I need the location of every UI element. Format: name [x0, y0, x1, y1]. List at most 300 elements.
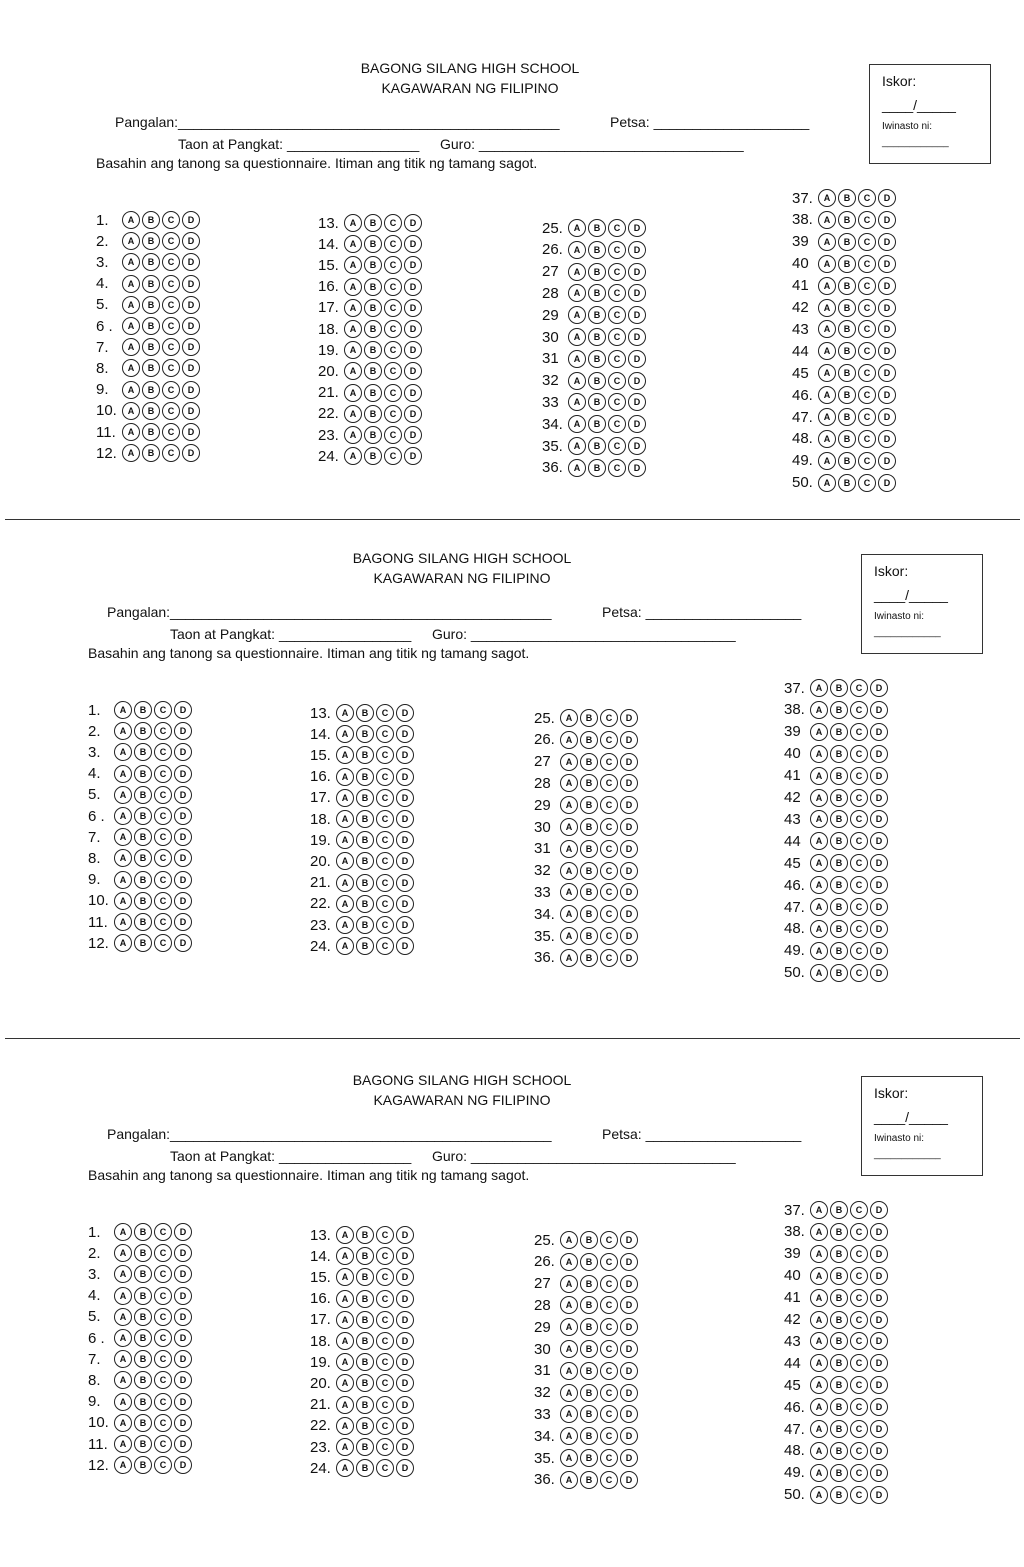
answer-bubble-b[interactable]: B	[830, 920, 848, 938]
answer-bubble-c[interactable]: C	[376, 1459, 394, 1477]
answer-bubble-c[interactable]: C	[376, 1374, 394, 1392]
answer-bubble-d[interactable]: D	[396, 1353, 414, 1371]
answer-bubble-b[interactable]: B	[364, 299, 382, 317]
answer-bubble-c[interactable]: C	[850, 1332, 868, 1350]
answer-bubble-a[interactable]: A	[810, 942, 828, 960]
answer-bubble-a[interactable]: A	[810, 1245, 828, 1263]
answer-bubble-a[interactable]: A	[560, 709, 578, 727]
answer-bubble-d[interactable]: D	[620, 1275, 638, 1293]
answer-bubble-d[interactable]: D	[878, 320, 896, 338]
answer-bubble-d[interactable]: D	[620, 1253, 638, 1271]
answer-bubble-c[interactable]: C	[600, 709, 618, 727]
answer-bubble-b[interactable]: B	[364, 405, 382, 423]
answer-bubble-a[interactable]: A	[560, 862, 578, 880]
answer-bubble-d[interactable]: D	[628, 415, 646, 433]
answer-bubble-c[interactable]: C	[376, 937, 394, 955]
answer-bubble-d[interactable]: D	[628, 306, 646, 324]
answer-bubble-c[interactable]: C	[600, 1253, 618, 1271]
answer-bubble-d[interactable]: D	[396, 1226, 414, 1244]
answer-bubble-d[interactable]: D	[870, 898, 888, 916]
answer-bubble-a[interactable]: A	[336, 725, 354, 743]
answer-bubble-d[interactable]: D	[878, 452, 896, 470]
answer-bubble-d[interactable]: D	[870, 1201, 888, 1219]
answer-bubble-d[interactable]: D	[174, 1393, 192, 1411]
answer-bubble-b[interactable]: B	[356, 746, 374, 764]
answer-bubble-a[interactable]: A	[336, 852, 354, 870]
answer-bubble-a[interactable]: A	[568, 328, 586, 346]
answer-bubble-c[interactable]: C	[608, 437, 626, 455]
answer-bubble-c[interactable]: C	[600, 1427, 618, 1445]
answer-bubble-b[interactable]: B	[838, 430, 856, 448]
answer-bubble-b[interactable]: B	[364, 426, 382, 444]
answer-bubble-b[interactable]: B	[838, 474, 856, 492]
answer-bubble-b[interactable]: B	[356, 1311, 374, 1329]
answer-bubble-a[interactable]: A	[122, 253, 140, 271]
answer-bubble-b[interactable]: B	[830, 832, 848, 850]
answer-bubble-a[interactable]: A	[560, 1296, 578, 1314]
answer-bubble-b[interactable]: B	[830, 876, 848, 894]
answer-bubble-b[interactable]: B	[142, 253, 160, 271]
answer-bubble-a[interactable]: A	[568, 241, 586, 259]
answer-bubble-a[interactable]: A	[810, 1464, 828, 1482]
answer-bubble-a[interactable]: A	[810, 1420, 828, 1438]
answer-bubble-c[interactable]: C	[376, 852, 394, 870]
answer-bubble-c[interactable]: C	[850, 1398, 868, 1416]
answer-bubble-a[interactable]: A	[114, 1244, 132, 1262]
answer-bubble-a[interactable]: A	[344, 256, 362, 274]
answer-bubble-d[interactable]: D	[620, 796, 638, 814]
answer-bubble-a[interactable]: A	[818, 233, 836, 251]
answer-bubble-b[interactable]: B	[830, 1332, 848, 1350]
answer-bubble-a[interactable]: A	[344, 235, 362, 253]
answer-bubble-b[interactable]: B	[830, 701, 848, 719]
answer-bubble-a[interactable]: A	[560, 731, 578, 749]
answer-bubble-c[interactable]: C	[162, 296, 180, 314]
answer-bubble-d[interactable]: D	[628, 328, 646, 346]
answer-bubble-d[interactable]: D	[182, 338, 200, 356]
answer-bubble-a[interactable]: A	[810, 679, 828, 697]
answer-bubble-d[interactable]: D	[174, 743, 192, 761]
score-fraction[interactable]: ____/_____	[882, 97, 956, 113]
answer-bubble-b[interactable]: B	[134, 1414, 152, 1432]
answer-bubble-b[interactable]: B	[580, 753, 598, 771]
answer-bubble-d[interactable]: D	[620, 905, 638, 923]
answer-bubble-c[interactable]: C	[858, 255, 876, 273]
answer-bubble-d[interactable]: D	[396, 874, 414, 892]
answer-bubble-b[interactable]: B	[356, 1247, 374, 1265]
answer-bubble-d[interactable]: D	[396, 1290, 414, 1308]
answer-bubble-d[interactable]: D	[404, 341, 422, 359]
answer-bubble-a[interactable]: A	[336, 916, 354, 934]
answer-bubble-a[interactable]: A	[810, 789, 828, 807]
answer-bubble-c[interactable]: C	[600, 774, 618, 792]
answer-bubble-b[interactable]: B	[580, 840, 598, 858]
answer-bubble-a[interactable]: A	[568, 415, 586, 433]
answer-bubble-c[interactable]: C	[850, 876, 868, 894]
answer-bubble-c[interactable]: C	[858, 474, 876, 492]
answer-bubble-b[interactable]: B	[364, 256, 382, 274]
answer-bubble-d[interactable]: D	[620, 1231, 638, 1249]
answer-bubble-b[interactable]: B	[580, 796, 598, 814]
answer-bubble-b[interactable]: B	[134, 1350, 152, 1368]
answer-bubble-d[interactable]: D	[396, 937, 414, 955]
score-fraction[interactable]: ____/_____	[874, 1109, 948, 1125]
answer-bubble-c[interactable]: C	[154, 1308, 172, 1326]
answer-bubble-c[interactable]: C	[154, 1414, 172, 1432]
answer-bubble-b[interactable]: B	[134, 807, 152, 825]
answer-bubble-c[interactable]: C	[608, 350, 626, 368]
answer-bubble-a[interactable]: A	[336, 1332, 354, 1350]
answer-bubble-a[interactable]: A	[336, 895, 354, 913]
answer-bubble-b[interactable]: B	[588, 328, 606, 346]
answer-bubble-c[interactable]: C	[600, 949, 618, 967]
answer-bubble-d[interactable]: D	[878, 364, 896, 382]
answer-bubble-d[interactable]: D	[628, 350, 646, 368]
answer-bubble-a[interactable]: A	[818, 211, 836, 229]
answer-bubble-c[interactable]: C	[376, 789, 394, 807]
answer-bubble-d[interactable]: D	[396, 768, 414, 786]
answer-bubble-b[interactable]: B	[142, 402, 160, 420]
answer-bubble-c[interactable]: C	[850, 1289, 868, 1307]
answer-bubble-b[interactable]: B	[588, 459, 606, 477]
answer-bubble-d[interactable]: D	[404, 320, 422, 338]
answer-bubble-d[interactable]: D	[182, 423, 200, 441]
answer-bubble-b[interactable]: B	[580, 1253, 598, 1271]
answer-bubble-d[interactable]: D	[396, 1438, 414, 1456]
answer-bubble-c[interactable]: C	[600, 818, 618, 836]
answer-bubble-c[interactable]: C	[384, 256, 402, 274]
checked-by-line[interactable]: ____________	[882, 137, 949, 148]
answer-bubble-c[interactable]: C	[384, 299, 402, 317]
answer-bubble-c[interactable]: C	[608, 459, 626, 477]
answer-bubble-d[interactable]: D	[878, 386, 896, 404]
answer-bubble-a[interactable]: A	[114, 828, 132, 846]
answer-bubble-a[interactable]: A	[810, 854, 828, 872]
answer-bubble-a[interactable]: A	[344, 214, 362, 232]
answer-bubble-c[interactable]: C	[384, 447, 402, 465]
answer-bubble-b[interactable]: B	[356, 704, 374, 722]
answer-bubble-d[interactable]: D	[620, 1405, 638, 1423]
answer-bubble-c[interactable]: C	[850, 1223, 868, 1241]
answer-bubble-b[interactable]: B	[830, 723, 848, 741]
answer-bubble-c[interactable]: C	[154, 1287, 172, 1305]
answer-bubble-c[interactable]: C	[154, 701, 172, 719]
answer-bubble-d[interactable]: D	[396, 789, 414, 807]
answer-bubble-c[interactable]: C	[850, 1442, 868, 1460]
name-field[interactable]: Pangalan:_________________________________________________	[107, 604, 552, 620]
answer-bubble-b[interactable]: B	[580, 709, 598, 727]
answer-bubble-a[interactable]: A	[560, 1231, 578, 1249]
answer-bubble-b[interactable]: B	[356, 831, 374, 849]
answer-bubble-c[interactable]: C	[858, 277, 876, 295]
answer-bubble-d[interactable]: D	[878, 277, 896, 295]
answer-bubble-c[interactable]: C	[376, 1226, 394, 1244]
answer-bubble-c[interactable]: C	[600, 731, 618, 749]
answer-bubble-a[interactable]: A	[336, 1226, 354, 1244]
answer-bubble-a[interactable]: A	[122, 275, 140, 293]
answer-bubble-a[interactable]: A	[336, 1290, 354, 1308]
answer-bubble-b[interactable]: B	[356, 874, 374, 892]
answer-bubble-a[interactable]: A	[810, 832, 828, 850]
answer-bubble-a[interactable]: A	[560, 1384, 578, 1402]
answer-bubble-a[interactable]: A	[122, 338, 140, 356]
answer-bubble-a[interactable]: A	[114, 786, 132, 804]
answer-bubble-d[interactable]: D	[404, 299, 422, 317]
answer-bubble-d[interactable]: D	[628, 284, 646, 302]
answer-bubble-a[interactable]: A	[114, 1308, 132, 1326]
answer-bubble-b[interactable]: B	[134, 1265, 152, 1283]
answer-bubble-d[interactable]: D	[870, 1442, 888, 1460]
answer-bubble-c[interactable]: C	[154, 1265, 172, 1283]
answer-bubble-c[interactable]: C	[154, 1350, 172, 1368]
answer-bubble-a[interactable]: A	[122, 296, 140, 314]
answer-bubble-d[interactable]: D	[870, 810, 888, 828]
answer-bubble-c[interactable]: C	[858, 452, 876, 470]
answer-bubble-d[interactable]: D	[870, 1354, 888, 1372]
answer-bubble-b[interactable]: B	[356, 725, 374, 743]
answer-bubble-b[interactable]: B	[830, 679, 848, 697]
answer-bubble-c[interactable]: C	[162, 444, 180, 462]
answer-bubble-a[interactable]: A	[336, 768, 354, 786]
answer-bubble-d[interactable]: D	[174, 1265, 192, 1283]
answer-bubble-c[interactable]: C	[600, 1471, 618, 1489]
answer-bubble-c[interactable]: C	[154, 892, 172, 910]
answer-bubble-d[interactable]: D	[174, 871, 192, 889]
answer-bubble-a[interactable]: A	[568, 459, 586, 477]
answer-bubble-a[interactable]: A	[336, 1311, 354, 1329]
answer-bubble-b[interactable]: B	[134, 1329, 152, 1347]
answer-bubble-b[interactable]: B	[356, 1226, 374, 1244]
answer-bubble-b[interactable]: B	[134, 913, 152, 931]
answer-bubble-d[interactable]: D	[174, 828, 192, 846]
answer-bubble-c[interactable]: C	[162, 275, 180, 293]
answer-bubble-a[interactable]: A	[122, 359, 140, 377]
answer-bubble-d[interactable]: D	[620, 731, 638, 749]
answer-bubble-d[interactable]: D	[620, 949, 638, 967]
answer-bubble-c[interactable]: C	[162, 232, 180, 250]
answer-bubble-b[interactable]: B	[830, 1486, 848, 1504]
answer-bubble-b[interactable]: B	[356, 789, 374, 807]
answer-bubble-a[interactable]: A	[122, 317, 140, 335]
answer-bubble-a[interactable]: A	[560, 1253, 578, 1271]
answer-bubble-c[interactable]: C	[858, 299, 876, 317]
answer-bubble-c[interactable]: C	[850, 1311, 868, 1329]
answer-bubble-b[interactable]: B	[830, 942, 848, 960]
answer-bubble-a[interactable]: A	[344, 341, 362, 359]
answer-bubble-a[interactable]: A	[810, 1332, 828, 1350]
answer-bubble-a[interactable]: A	[344, 320, 362, 338]
teacher-field[interactable]: Guro: __________________________________	[432, 626, 736, 642]
answer-bubble-b[interactable]: B	[830, 1398, 848, 1416]
answer-bubble-a[interactable]: A	[344, 278, 362, 296]
answer-bubble-a[interactable]: A	[818, 386, 836, 404]
answer-bubble-c[interactable]: C	[600, 862, 618, 880]
answer-bubble-b[interactable]: B	[580, 1427, 598, 1445]
answer-bubble-a[interactable]: A	[818, 364, 836, 382]
answer-bubble-b[interactable]: B	[838, 320, 856, 338]
answer-bubble-a[interactable]: A	[560, 1427, 578, 1445]
answer-bubble-d[interactable]: D	[174, 1223, 192, 1241]
answer-bubble-a[interactable]: A	[568, 350, 586, 368]
answer-bubble-d[interactable]: D	[174, 934, 192, 952]
answer-bubble-b[interactable]: B	[580, 1449, 598, 1467]
answer-bubble-d[interactable]: D	[870, 1398, 888, 1416]
answer-bubble-c[interactable]: C	[376, 704, 394, 722]
answer-bubble-d[interactable]: D	[182, 253, 200, 271]
answer-bubble-a[interactable]: A	[336, 1459, 354, 1477]
answer-bubble-b[interactable]: B	[134, 1287, 152, 1305]
answer-bubble-a[interactable]: A	[568, 372, 586, 390]
answer-bubble-a[interactable]: A	[122, 444, 140, 462]
answer-bubble-a[interactable]: A	[114, 701, 132, 719]
answer-bubble-a[interactable]: A	[336, 704, 354, 722]
answer-bubble-c[interactable]: C	[384, 341, 402, 359]
answer-bubble-b[interactable]: B	[356, 895, 374, 913]
date-field[interactable]: Petsa: ____________________	[602, 604, 802, 620]
answer-bubble-d[interactable]: D	[174, 849, 192, 867]
answer-bubble-a[interactable]: A	[336, 1417, 354, 1435]
answer-bubble-c[interactable]: C	[376, 768, 394, 786]
answer-bubble-a[interactable]: A	[560, 1405, 578, 1423]
answer-bubble-d[interactable]: D	[396, 725, 414, 743]
answer-bubble-b[interactable]: B	[838, 189, 856, 207]
answer-bubble-b[interactable]: B	[134, 1456, 152, 1474]
answer-bubble-c[interactable]: C	[154, 786, 172, 804]
answer-bubble-c[interactable]: C	[154, 1244, 172, 1262]
answer-bubble-b[interactable]: B	[838, 408, 856, 426]
answer-bubble-d[interactable]: D	[628, 372, 646, 390]
answer-bubble-d[interactable]: D	[870, 1311, 888, 1329]
answer-bubble-c[interactable]: C	[600, 927, 618, 945]
answer-bubble-a[interactable]: A	[122, 423, 140, 441]
answer-bubble-a[interactable]: A	[810, 701, 828, 719]
answer-bubble-a[interactable]: A	[114, 1414, 132, 1432]
answer-bubble-a[interactable]: A	[336, 746, 354, 764]
answer-bubble-c[interactable]: C	[600, 796, 618, 814]
answer-bubble-c[interactable]: C	[850, 1245, 868, 1263]
answer-bubble-d[interactable]: D	[878, 342, 896, 360]
answer-bubble-b[interactable]: B	[830, 1376, 848, 1394]
answer-bubble-d[interactable]: D	[620, 927, 638, 945]
answer-bubble-b[interactable]: B	[830, 964, 848, 982]
answer-bubble-c[interactable]: C	[384, 214, 402, 232]
name-field[interactable]: Pangalan:_________________________________________________	[115, 114, 560, 130]
answer-bubble-a[interactable]: A	[114, 934, 132, 952]
answer-bubble-b[interactable]: B	[588, 437, 606, 455]
answer-bubble-b[interactable]: B	[134, 722, 152, 740]
answer-bubble-c[interactable]: C	[384, 320, 402, 338]
answer-bubble-b[interactable]: B	[134, 849, 152, 867]
answer-bubble-b[interactable]: B	[580, 731, 598, 749]
answer-bubble-a[interactable]: A	[810, 898, 828, 916]
answer-bubble-d[interactable]: D	[870, 1376, 888, 1394]
answer-bubble-b[interactable]: B	[830, 1223, 848, 1241]
answer-bubble-c[interactable]: C	[850, 1464, 868, 1482]
answer-bubble-d[interactable]: D	[870, 745, 888, 763]
answer-bubble-d[interactable]: D	[396, 852, 414, 870]
answer-bubble-c[interactable]: C	[858, 364, 876, 382]
answer-bubble-a[interactable]: A	[336, 874, 354, 892]
answer-bubble-b[interactable]: B	[134, 1435, 152, 1453]
answer-bubble-a[interactable]: A	[344, 426, 362, 444]
answer-bubble-c[interactable]: C	[376, 810, 394, 828]
answer-bubble-a[interactable]: A	[122, 211, 140, 229]
answer-bubble-d[interactable]: D	[878, 299, 896, 317]
answer-bubble-c[interactable]: C	[154, 1329, 172, 1347]
answer-bubble-d[interactable]: D	[870, 942, 888, 960]
answer-bubble-d[interactable]: D	[396, 746, 414, 764]
answer-bubble-c[interactable]: C	[162, 211, 180, 229]
answer-bubble-a[interactable]: A	[560, 753, 578, 771]
answer-bubble-b[interactable]: B	[580, 927, 598, 945]
answer-bubble-c[interactable]: C	[376, 831, 394, 849]
answer-bubble-d[interactable]: D	[404, 447, 422, 465]
answer-bubble-b[interactable]: B	[588, 284, 606, 302]
answer-bubble-d[interactable]: D	[404, 362, 422, 380]
answer-bubble-a[interactable]: A	[810, 1223, 828, 1241]
year-section-field[interactable]: Taon at Pangkat: _________________	[170, 1148, 412, 1164]
answer-bubble-c[interactable]: C	[154, 1371, 172, 1389]
answer-bubble-c[interactable]: C	[384, 235, 402, 253]
answer-bubble-b[interactable]: B	[580, 1384, 598, 1402]
answer-bubble-c[interactable]: C	[154, 828, 172, 846]
answer-bubble-b[interactable]: B	[134, 765, 152, 783]
answer-bubble-a[interactable]: A	[114, 1393, 132, 1411]
name-field[interactable]: Pangalan:_________________________________________________	[107, 1126, 552, 1142]
answer-bubble-b[interactable]: B	[830, 1289, 848, 1307]
answer-bubble-a[interactable]: A	[810, 964, 828, 982]
answer-bubble-a[interactable]: A	[336, 1353, 354, 1371]
answer-bubble-c[interactable]: C	[384, 278, 402, 296]
answer-bubble-b[interactable]: B	[830, 898, 848, 916]
answer-bubble-a[interactable]: A	[336, 1247, 354, 1265]
answer-bubble-c[interactable]: C	[850, 767, 868, 785]
answer-bubble-a[interactable]: A	[810, 1267, 828, 1285]
answer-bubble-d[interactable]: D	[396, 895, 414, 913]
answer-bubble-d[interactable]: D	[878, 211, 896, 229]
answer-bubble-b[interactable]: B	[356, 1459, 374, 1477]
answer-bubble-a[interactable]: A	[114, 1371, 132, 1389]
answer-bubble-d[interactable]: D	[396, 1459, 414, 1477]
answer-bubble-b[interactable]: B	[356, 1353, 374, 1371]
answer-bubble-b[interactable]: B	[142, 381, 160, 399]
answer-bubble-a[interactable]: A	[336, 1396, 354, 1414]
answer-bubble-c[interactable]: C	[376, 1247, 394, 1265]
answer-bubble-a[interactable]: A	[810, 1376, 828, 1394]
answer-bubble-b[interactable]: B	[588, 415, 606, 433]
answer-bubble-b[interactable]: B	[838, 211, 856, 229]
answer-bubble-d[interactable]: D	[878, 255, 896, 273]
answer-bubble-b[interactable]: B	[134, 1244, 152, 1262]
answer-bubble-d[interactable]: D	[396, 1417, 414, 1435]
answer-bubble-b[interactable]: B	[830, 1442, 848, 1460]
answer-bubble-a[interactable]: A	[114, 1223, 132, 1241]
answer-bubble-c[interactable]: C	[608, 415, 626, 433]
teacher-field[interactable]: Guro: __________________________________	[440, 136, 744, 152]
answer-bubble-d[interactable]: D	[396, 1268, 414, 1286]
answer-bubble-d[interactable]: D	[182, 211, 200, 229]
answer-bubble-d[interactable]: D	[182, 381, 200, 399]
answer-bubble-b[interactable]: B	[364, 214, 382, 232]
answer-bubble-c[interactable]: C	[154, 807, 172, 825]
answer-bubble-a[interactable]: A	[818, 452, 836, 470]
answer-bubble-c[interactable]: C	[600, 1318, 618, 1336]
answer-bubble-d[interactable]: D	[620, 709, 638, 727]
answer-bubble-a[interactable]: A	[114, 1329, 132, 1347]
answer-bubble-a[interactable]: A	[568, 263, 586, 281]
answer-bubble-b[interactable]: B	[580, 1471, 598, 1489]
answer-bubble-c[interactable]: C	[850, 701, 868, 719]
